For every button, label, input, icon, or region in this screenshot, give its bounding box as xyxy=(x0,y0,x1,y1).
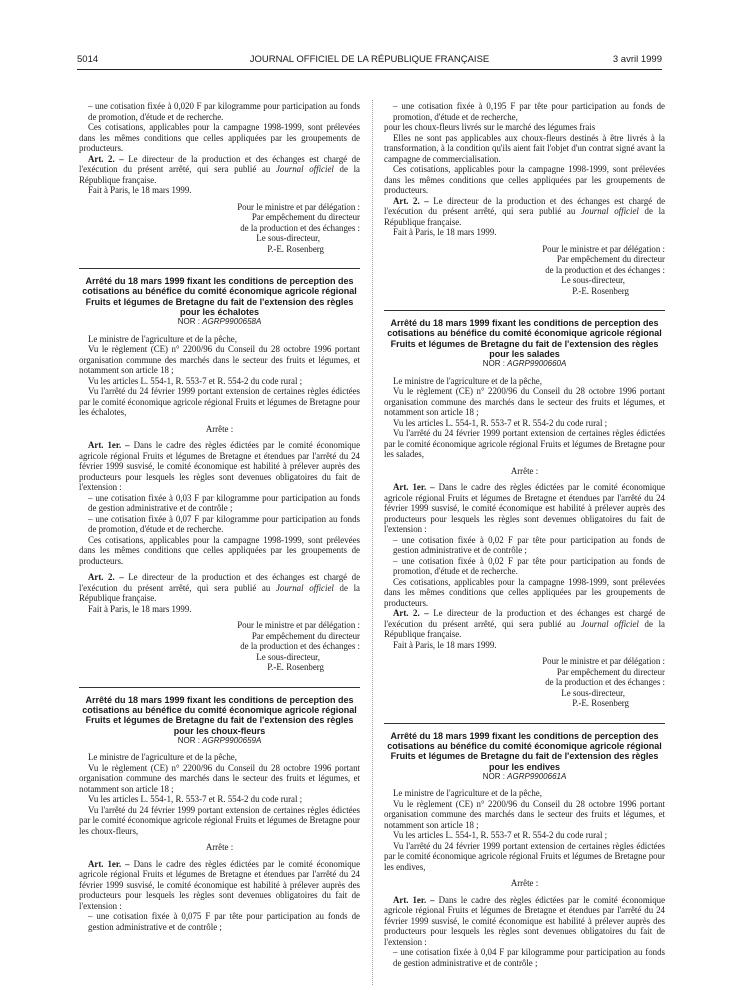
arrete-heading: Arrête : xyxy=(205,842,234,853)
nor-label: NOR : xyxy=(482,771,505,781)
paragraph: Ces cotisations, applicables pour la campagne 1998-1999, sont prélevées dans les mêmes conditions que celles appliquées par les groupements de producteurs. xyxy=(79,122,360,153)
signature-block xyxy=(384,656,665,709)
signature-block xyxy=(79,620,360,673)
column-divider xyxy=(372,100,373,985)
list-item: – une cotisation fixée à 0,075 F par tête pour participation au fonds de gestion administrative et de contrôle ; xyxy=(88,911,360,932)
paragraph: Vu les articles L. 554-1, R. 553-7 et R. 554-2 du code rural ; xyxy=(393,417,608,428)
signature-name: P.-E. Rosenberg xyxy=(572,285,629,296)
right-column xyxy=(384,101,665,968)
signature-block xyxy=(384,244,665,297)
article-text: de la République française. xyxy=(79,164,360,185)
paragraph: pour les choux-fleurs livrés sur le marché des légumes frais xyxy=(384,122,596,132)
nor-reference xyxy=(384,772,665,783)
list-item: – une cotisation fixée à 0,195 F par tête pour participation au fonds de promotion, d'étude et de recherche, xyxy=(393,101,665,122)
nor-reference xyxy=(79,317,360,328)
signature-line: Pour le ministre et par délégation : xyxy=(542,656,665,667)
page-header xyxy=(77,54,662,68)
article-label: Art. 2. – xyxy=(393,195,429,206)
journal-ref: Journal officiel xyxy=(580,206,639,216)
paragraph: Vu le règlement (CE) n° 2200/96 du Conseil du 28 octobre 1996 portant organisation commune des marchés dans le secteur des fruits et légumes, et notamment son article 18 ; xyxy=(79,344,360,376)
article-label: Art. 1er. – xyxy=(88,858,130,869)
paragraph: Ces cotisations, applicables pour la campagne 1998-1999, sont prélevées dans les mêmes conditions que celles appliquées par les groupements de producteurs. xyxy=(79,534,360,566)
paragraph: Vu le règlement (CE) n° 2200/96 du Conseil du 28 octobre 1996 portant organisation commune des marchés dans le secteur des fruits et légumes, et notamment son article 18 ; xyxy=(384,386,665,418)
article-1 xyxy=(384,895,665,948)
article-text: Le directeur de la production et des échanges est chargé de l'exécution du présent arrêté, qui sera publié au xyxy=(384,608,666,629)
signature-line: Pour le ministre et par délégation : xyxy=(542,243,665,254)
article-text: de la République française. xyxy=(79,582,360,604)
signature-line: Pour le ministre et par délégation : xyxy=(237,620,360,631)
paragraph: Vu le règlement (CE) n° 2200/96 du Conseil du 28 octobre 1996 portant organisation commune des marchés dans le secteur des fruits et légumes, et notamment son article 18 ; xyxy=(384,798,665,830)
left-column xyxy=(79,101,360,932)
article-label: Art. 2. – xyxy=(88,153,124,164)
article-text: de la République française. xyxy=(384,206,665,227)
fait-line: Fait à Paris, le 18 mars 1999. xyxy=(393,639,497,650)
article-text: Le directeur de la production et des échanges est chargé de l'exécution du présent arrêté, qui sera publié au xyxy=(384,195,666,216)
paragraph: Vu les articles L. 554-1, R. 553-7 et R. 554-2 du code rural ; xyxy=(88,794,303,805)
paragraph: Vu l'arrêté du 24 février 1999 portant extension de certaines règles édictées par le comité économique agricole régional Fruits et légumes de Bretagne pour les échalotes, xyxy=(79,386,360,418)
journal-ref: Journal officiel xyxy=(275,164,334,174)
signature-line: de la production et des échanges : xyxy=(545,677,665,688)
signature-line: de la production et des échanges : xyxy=(545,264,665,275)
article-label: Art. 1er. – xyxy=(393,482,435,493)
article-2 xyxy=(384,196,665,228)
list-item: – une cotisation fixée à 0,03 F par kilogramme pour participation au fonds de gestion administrative et de contrôle ; xyxy=(88,492,360,514)
article-text: Le directeur de la production et des échanges est chargé de l'exécution du présent arrêté, qui sera publié au xyxy=(79,572,361,593)
article-1 xyxy=(79,859,360,912)
signature-line: Par empêchement du directeur xyxy=(556,254,665,264)
header-rule xyxy=(77,69,662,70)
paragraph: Le ministre de l'agriculture et de la pêche, xyxy=(393,375,542,386)
issue-date: 3 avril 1999 xyxy=(612,54,662,65)
signature-name: P.-E. Rosenberg xyxy=(267,243,324,254)
article-text: Dans le cadre des règles édictées par le comité économique agricole régional Fruits et légumes de Bretagne et étendues par l'arrêté du 24 février 1999 susvisé, le comité économique est habilité à prélever auprès des producteurs pour lesquels les règles sont devenues obligatoires du fait de l'extension : xyxy=(384,482,666,535)
list-item: – une cotisation fixée à 0,02 F par tête pour participation au fonds de gestion administrative et de contrôle ; xyxy=(393,534,665,556)
article-text: de la République française. xyxy=(384,618,665,640)
signature-line: Par empêchement du directeur xyxy=(556,666,665,677)
signature-line: Pour le ministre et par délégation : xyxy=(237,201,360,212)
article-label: Art. 2. – xyxy=(88,572,124,583)
nor-reference xyxy=(384,359,665,370)
list-item: – une cotisation fixée à 0,020 F par kilogramme pour participation au fonds de promotion, d'étude et de recherche. xyxy=(88,101,360,122)
decree-title: Arrêté du 18 mars 1999 fixant les conditions de perception des cotisations au bénéfice du comité économique agricole régional Fruits et légumes de Bretagne du fait de l'extension des règles pour les échalotes xyxy=(82,276,357,317)
signature-title: Le sous-directeur, xyxy=(561,275,625,285)
signature-title: Le sous-directeur, xyxy=(561,687,625,698)
nor-code: AGRP9900659A xyxy=(202,735,262,745)
paragraph: Ces cotisations, applicables pour la campagne 1998-1999, sont prélevées dans les mêmes conditions que celles appliquées par les groupements de producteurs. xyxy=(384,576,665,608)
decree-title: Arrêté du 18 mars 1999 fixant les conditions de perception des cotisations au bénéfice du comité économique agricole régional Fruits et légumes de Bretagne du fait de l'extension des règles pour les salades xyxy=(387,318,662,359)
arrete-heading: Arrête : xyxy=(510,878,539,889)
article-2 xyxy=(384,608,665,640)
nor-label: NOR : xyxy=(177,317,200,327)
paragraph: Le ministre de l'agriculture et de la pêche, xyxy=(88,333,237,344)
signature-line: de la production et des échanges : xyxy=(240,222,360,233)
article-text: Dans le cadre des règles édictées par le comité économique agricole régional Fruits et légumes de Bretagne et étendues par l'arrêté du 24 février 1999 susvisé, le comité économique est habilité à prélever auprès des producteurs pour lesquels les règles sont devenues obligatoires du fait de l'extension : xyxy=(384,894,666,947)
signature-title: Le sous-directeur, xyxy=(256,651,320,662)
decree-title: Arrêté du 18 mars 1999 fixant les conditions de perception des cotisations au bénéfice du comité économique agricole régional Fruits et légumes de Bretagne du fait de l'extension des règles pour les choux-fleurs xyxy=(82,694,357,736)
signature-line: de la production et des échanges : xyxy=(240,641,360,652)
signature-name: P.-E. Rosenberg xyxy=(572,698,629,709)
paragraph: Ces cotisations, applicables pour la campagne 1998-1999, sont prélevées dans les mêmes conditions que celles appliquées par les groupements de producteurs. xyxy=(384,164,665,195)
nor-label: NOR : xyxy=(177,735,200,745)
list-item: – une cotisation fixée à 0,07 F par kilogramme pour participation au fonds de promotion, d'étude et de recherche. xyxy=(88,513,360,535)
article-label: Art. 1er. – xyxy=(393,894,435,905)
signature-line: Par empêchement du directeur xyxy=(251,212,360,222)
journal-title: JOURNAL OFFICIEL DE LA RÉPUBLIQUE FRANÇAISE xyxy=(249,54,490,65)
paragraph: Vu les articles L. 554-1, R. 553-7 et R. 554-2 du code rural ; xyxy=(393,830,608,841)
paragraph: Vu l'arrêté du 24 février 1999 portant extension de certaines règles édictées par le comité économique agricole régional Fruits et légumes de Bretagne pour les choux-fleurs, xyxy=(79,804,360,836)
journal-ref: Journal officiel xyxy=(580,618,639,629)
journal-ref: Journal officiel xyxy=(275,582,334,593)
section-separator xyxy=(79,268,360,269)
arrete-heading: Arrête : xyxy=(510,465,539,476)
article-text: Dans le cadre des règles édictées par le comité économique agricole régional Fruits et légumes de Bretagne et étendues par l'arrêté du 24 février 1999 susvisé, le comité économique est habilité à prélever auprès des producteurs pour lesquels les règles sont devenues obligatoires du fait de l'extension : xyxy=(79,858,361,911)
article-1 xyxy=(79,440,360,493)
article-2 xyxy=(79,572,360,604)
article-label: Art. 1er. – xyxy=(88,440,130,451)
paragraph: Vu l'arrêté du 24 février 1999 portant extension de certaines règles édictées par le comité économique agricole régional Fruits et légumes de Bretagne pour les salades, xyxy=(384,428,665,460)
list-item: – une cotisation fixée à 0,04 F par kilogramme pour participation au fonds de gestion administrative et de contrôle ; xyxy=(393,947,665,968)
signature-block xyxy=(79,202,360,255)
article-2 xyxy=(79,154,360,186)
paragraph: Vu l'arrêté du 24 février 1999 portant extension de certaines règles édictées par le comité économique agricole régional Fruits et légumes de Bretagne pour les endives, xyxy=(384,840,665,872)
signature-line: Par empêchement du directeur xyxy=(251,630,360,641)
section-separator xyxy=(384,723,665,724)
paragraph: Vu les articles L. 554-1, R. 553-7 et R. 554-2 du code rural ; xyxy=(88,375,303,386)
fait-line: Fait à Paris, le 18 mars 1999. xyxy=(88,185,192,195)
fait-line: Fait à Paris, le 18 mars 1999. xyxy=(88,603,192,614)
paragraph: Vu le règlement (CE) n° 2200/96 du Conseil du 28 octobre 1996 portant organisation commune des marchés dans le secteur des fruits et légumes, et notamment son article 18 ; xyxy=(79,762,360,794)
section-separator xyxy=(79,687,360,688)
article-label: Art. 2. – xyxy=(393,608,429,619)
page-number: 5014 xyxy=(77,54,99,65)
paragraph: Le ministre de l'agriculture et de la pêche, xyxy=(88,752,237,763)
fait-line: Fait à Paris, le 18 mars 1999. xyxy=(393,227,497,237)
nor-code: AGRP9900660A xyxy=(507,359,567,369)
signature-title: Le sous-directeur, xyxy=(256,233,320,243)
nor-code: AGRP9900658A xyxy=(202,317,262,327)
nor-label: NOR : xyxy=(482,359,505,369)
nor-code: AGRP9900661A xyxy=(507,771,567,781)
list-item: – une cotisation fixée à 0,02 F par tête pour participation au fonds de promotion, d'étude et de recherche. xyxy=(393,555,665,577)
paragraph: Le ministre de l'agriculture et de la pêche, xyxy=(393,788,542,799)
decree-title: Arrêté du 18 mars 1999 fixant les conditions de perception des cotisations au bénéfice du comité économique agricole régional Fruits et légumes de Bretagne du fait de l'extension des règles pour les endives xyxy=(387,730,662,772)
nor-reference xyxy=(79,736,360,747)
article-1 xyxy=(384,482,665,535)
article-text: Dans le cadre des règles édictées par le comité économique agricole régional Fruits et légumes de Bretagne et étendues par l'arrêté du 24 février 1999 susvisé, le comité économique est habilité à prélever auprès des producteurs pour lesquels les règles sont devenues obligatoires du fait de l'extension : xyxy=(79,440,361,493)
article-text: Le directeur de la production et des échanges est chargé de l'exécution du présent arrêté, qui sera publié au xyxy=(79,153,361,174)
arrete-heading: Arrête : xyxy=(205,423,234,434)
signature-name: P.-E. Rosenberg xyxy=(267,662,324,673)
section-separator xyxy=(384,310,665,311)
paragraph: Elles ne sont pas applicables aux choux-fleurs destinés à être livrés à la transformation, à la condition qu'ils aient fait l'objet d'un contrat signé avant la campagne de commercialisation. xyxy=(384,132,665,164)
